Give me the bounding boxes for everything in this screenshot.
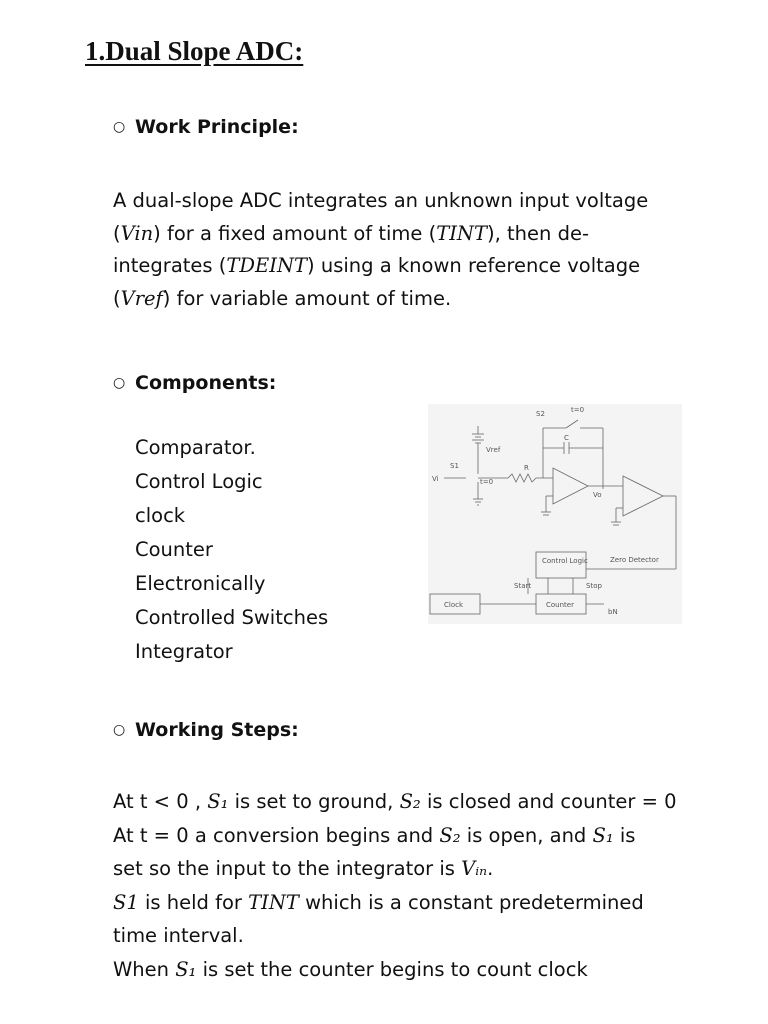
bullet-circle-icon: ○ [113,119,126,135]
text-segment: ) for variable amount of time. [162,286,452,310]
list-item: Electronically [135,572,266,595]
heading-text: Work Principle: [135,116,299,138]
math-variable: S₁ [592,823,614,847]
label-s1: S1 [450,462,459,470]
label-t0-top: t=0 [571,406,585,414]
math-variable: Vref [120,286,163,310]
label-s2: S2 [536,410,545,418]
text-segment: is set the counter begins to count clock [196,957,588,981]
label-t0-switch: t=0 [480,478,494,486]
section-heading-working-steps [113,719,299,741]
label-counter: Counter [546,601,574,609]
label-stop: Stop [586,582,602,590]
text-segment: At t < 0 , [113,790,208,813]
label-vi: Vi [432,475,439,483]
text-line [113,886,713,920]
math-variable: TINT [248,890,299,914]
list-item: Integrator [135,640,233,663]
text-segment: At t = 0 a conversion begins and [113,823,440,847]
text-segment: is open, and [460,823,593,847]
text-segment: ) for a fixed amount of time ( [153,221,437,245]
text-line [113,919,713,953]
label-c: C [564,434,569,442]
text-line [113,218,713,251]
text-line [113,250,713,283]
text-line [113,283,713,316]
label-r: R [524,464,529,472]
text-segment: time interval. [113,924,244,947]
page-title: 1.Dual Slope ADC: [85,36,304,66]
list-item: Controlled Switches [135,606,329,629]
text-line [113,953,713,987]
working-steps-paragraph [113,785,713,986]
section-heading-components [113,372,276,394]
text-segment: ( [113,221,121,245]
label-control-logic: Control Logic [542,557,588,565]
math-variable: Vᵢₙ [461,857,488,880]
list-item: Control Logic [135,470,263,493]
text-segment: which is a constant predetermined [298,890,644,914]
components-list [135,431,328,669]
math-variable: S₂ [439,823,461,847]
text-line [113,785,713,819]
math-variable: Vin [120,221,154,245]
text-segment: ( [113,286,121,310]
text-segment: is set to ground, [228,790,400,813]
text-segment: integrates ( [113,254,227,277]
text-segment: ) using a known reference voltage [307,254,641,277]
text-segment: When [113,957,176,981]
text-segment: is [613,823,636,847]
work-principle-paragraph [113,185,713,315]
diagram-background [428,404,682,624]
bullet-circle-icon: ○ [113,375,126,391]
math-variable: S₁ [207,790,229,813]
math-variable: S1 [113,890,139,914]
text-line [113,185,713,218]
text-segment: is closed and counter = 0 [420,790,677,813]
bullet-circle-icon: ○ [113,722,126,738]
text-segment: is held for [138,890,249,914]
math-variable: S₁ [175,957,197,981]
list-item: Comparator. [135,436,256,459]
text-segment: . [487,857,494,880]
section-heading-work-principle [113,116,299,138]
list-item: Counter [135,538,213,561]
circuit-svg [428,404,682,624]
heading-text: Working Steps: [135,719,299,741]
text-segment: set so the input to the integrator is [113,857,462,880]
text-line [113,819,713,853]
math-variable: TINT [436,221,487,245]
text-segment: A dual-slope ADC integrates an unknown input voltage [113,189,649,212]
list-item: clock [135,504,186,527]
label-start: Start [514,582,532,590]
heading-text: Components: [135,372,277,394]
label-vref: Vref [486,446,501,454]
label-clock: Clock [444,601,464,609]
dual-slope-adc-circuit-diagram [428,404,682,624]
label-bn: bN [608,608,618,616]
math-variable: S₂ [399,790,421,813]
label-zero-detector: Zero Detector [610,556,659,564]
label-vo: Vo [593,491,602,499]
math-variable: TDEINT [226,254,308,277]
text-segment: ), then de- [487,221,589,245]
text-line [113,852,713,886]
